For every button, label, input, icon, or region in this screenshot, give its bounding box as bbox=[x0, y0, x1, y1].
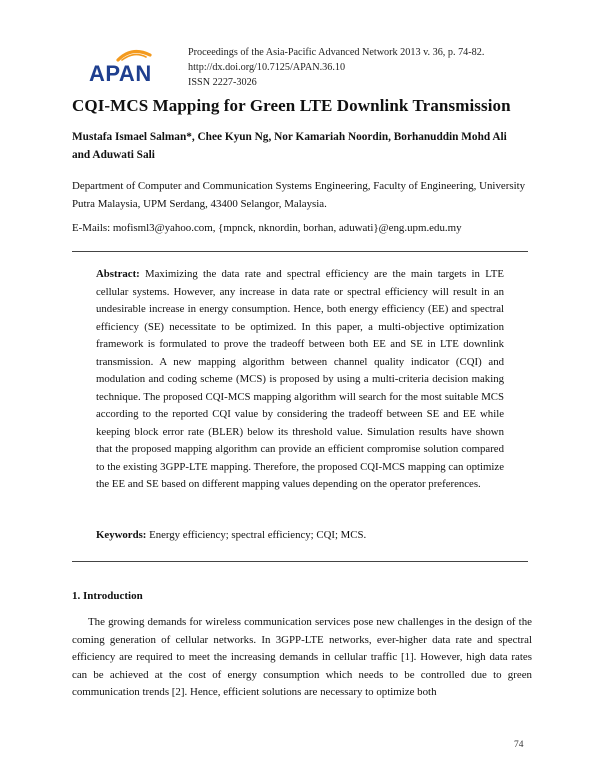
abstract-label: Abstract: bbox=[96, 268, 140, 280]
keywords-text: Energy efficiency; spectral efficiency; CQI; MCS. bbox=[149, 529, 367, 541]
authors-line-1: Mustafa Ismael Salman*, Chee Kyun Ng, Nor Kamariah Noordin, Borhanuddin Mohd Ali bbox=[72, 131, 507, 143]
abstract bbox=[96, 266, 504, 494]
doi-link[interactable]: http://dx.doi.org/10.7125/APAN.36.10 bbox=[188, 62, 346, 73]
keywords bbox=[96, 529, 506, 541]
page-number: 74 bbox=[514, 740, 524, 750]
authors-line-2: and Aduwati Sali bbox=[72, 148, 155, 161]
proceedings-line: Proceedings of the Asia-Pacific Advanced Network 2013 v. 36, p. 74-82. bbox=[188, 47, 485, 58]
logo-text: APAN bbox=[89, 61, 152, 86]
keywords-label: Keywords: bbox=[96, 529, 147, 541]
abstract-text: Maximizing the data rate and spectral efficiency are the main targets in LTE cellular systems. However, any increase in data rate or spectral efficiency will result in an undesirable increase in energy consumption. Hence, both energy efficiency (EE) and spectral efficiency (SE) necessitate to be optimized. In this paper, a multi-objective optimization framework is formulated to prove the tradeoff between both EE and SE in LTE downlink transmission. A new mapping algorithm between channel quality indicator (CQI) and modulation and coding scheme (MCS) is proposed by using a multi-criteria decision making technique. The proposed CQI-MCS mapping algorithm will search for the most suitable MCS according to the reported CQI value by considering the tradeoff between SE and EE while keeping block error rate (BLER) below its threshold value. Simulation results have shown that the proposed mapping algorithm can provide an efficient compromise solution compared to the existing 3GPP-LTE mapping. Therefore, the proposed CQI-MCS mapping can optimize the EE and SE based on different mapping values depending on the operator preferences. bbox=[96, 268, 504, 490]
apan-logo bbox=[88, 44, 174, 90]
affiliation: Department of Computer and Communication Systems Engineering, Faculty of Engineering, University Putra Malaysia, UPM Serdang, 43400 Selangor, Malaysia. bbox=[72, 180, 526, 210]
section-heading-introduction: 1. Introduction bbox=[72, 590, 143, 602]
author-emails: E-Mails: mofisml3@yahoo.com, {mpnck, nknordin, borhan, aduwati}@eng.upm.edu.my bbox=[72, 222, 462, 234]
issn-line: ISSN 2227-3026 bbox=[188, 77, 257, 88]
introduction-paragraph: The growing demands for wireless communication services pose new challenges in the design of the coming generation of cellular networks. In 3GPP-LTE networks, ever-higher data rate and spectral efficiency are required to meet the increasing demands in cellular traffic [1]. However, high data rates can be achieved at the cost of energy consumption which needs to be controlled due to green communication trends [2]. Hence, efficient solutions are necessary to optimize both bbox=[72, 616, 532, 698]
publication-info bbox=[188, 45, 484, 90]
abstract-top-rule bbox=[72, 251, 528, 252]
author-list bbox=[72, 129, 530, 164]
abstract-bottom-rule bbox=[72, 561, 528, 562]
paper-title: CQI-MCS Mapping for Green LTE Downlink Transmission bbox=[72, 96, 511, 115]
